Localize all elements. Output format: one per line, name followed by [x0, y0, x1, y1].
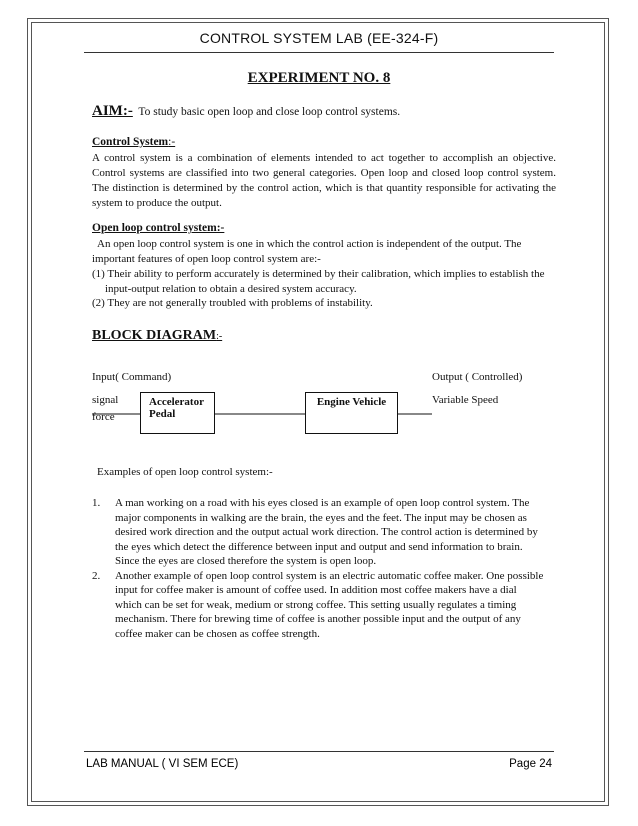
feature-item-1: (1) Their ability to perform accurately is determined by their calibration, which implies to establish the input-output relation to obtain a desired system accuracy.	[92, 268, 545, 295]
examples-heading: Examples of open loop control system:-	[97, 466, 273, 478]
feature-item-2: (2) They are not generally troubled with problems of instability.	[92, 297, 373, 309]
open-loop-paragraph: An open loop control system is one in which the control action is independent of the output. The important features of open loop control system are:-	[92, 238, 522, 265]
accelerator-pedal-block	[140, 392, 215, 434]
example-item-1	[92, 496, 544, 569]
engine-vehicle-label: Engine Vehicle	[316, 396, 387, 408]
examples-list	[92, 496, 544, 641]
footer-page-number: Page 24	[509, 758, 552, 770]
variable-speed-label: Variable Speed	[432, 394, 499, 406]
example-text: Another example of open loop control system is an electric automatic coffee maker. One possible input for coffee maker is amount of coffee used. In addition most coffee makers have a dial which can be set for weak, medium or strong coffee. This setting usually regulates a timing mechanism. There for brewing time of coffee is another possible input and the output of any coffee maker can be chosen as coffee strength.	[115, 569, 544, 640]
input-label: Input( Command)	[92, 371, 172, 383]
aim-label: AIM:-	[92, 103, 133, 119]
control-system-heading-text: Control System	[92, 136, 169, 148]
footer-lab-manual: LAB MANUAL ( VI SEM ECE)	[86, 758, 239, 770]
control-system-paragraph: A control system is a combination of elements intended to act together to accomplish an objective. Control systems are classified into two general categories. Open loop and closed loop control system. The distinction is determined by the control action, which is that quantity responsible for activating the system to produce the output.	[92, 152, 556, 209]
control-system-heading-suffix: :-	[168, 136, 176, 148]
open-loop-heading: Open loop control system:-	[92, 222, 225, 234]
example-text: A man working on a road with his eyes closed is an example of open loop control system. The major components in walking are the brain, the eyes and the feet. The input may be chosen as desired work direction and the output actual work direction. The control action is determined by the eyes which detect the difference between input and output and send information to brain. Since the eyes are closed therefore the system is open loop.	[115, 497, 538, 567]
footer-rule	[84, 751, 554, 752]
block-diagram-heading-text: BLOCK DIAGRAM	[92, 328, 217, 343]
example-number: 1.	[92, 497, 101, 509]
experiment-title: EXPERIMENT NO. 8	[247, 70, 391, 86]
running-header: CONTROL SYSTEM LAB (EE-324-F)	[199, 30, 439, 46]
pedal-label: Pedal	[149, 408, 176, 420]
engine-vehicle-block	[305, 392, 398, 434]
output-label: Output ( Controlled)	[432, 371, 523, 383]
force-label: force	[92, 411, 115, 423]
accelerator-label: Accelerator	[149, 396, 204, 408]
example-number: 2.	[92, 569, 101, 582]
example-item-2	[92, 569, 544, 642]
signal-label: signal	[92, 394, 119, 406]
block-diagram-heading-suffix: :-	[216, 331, 223, 342]
aim-text: To study basic open loop and close loop control systems.	[138, 106, 401, 118]
